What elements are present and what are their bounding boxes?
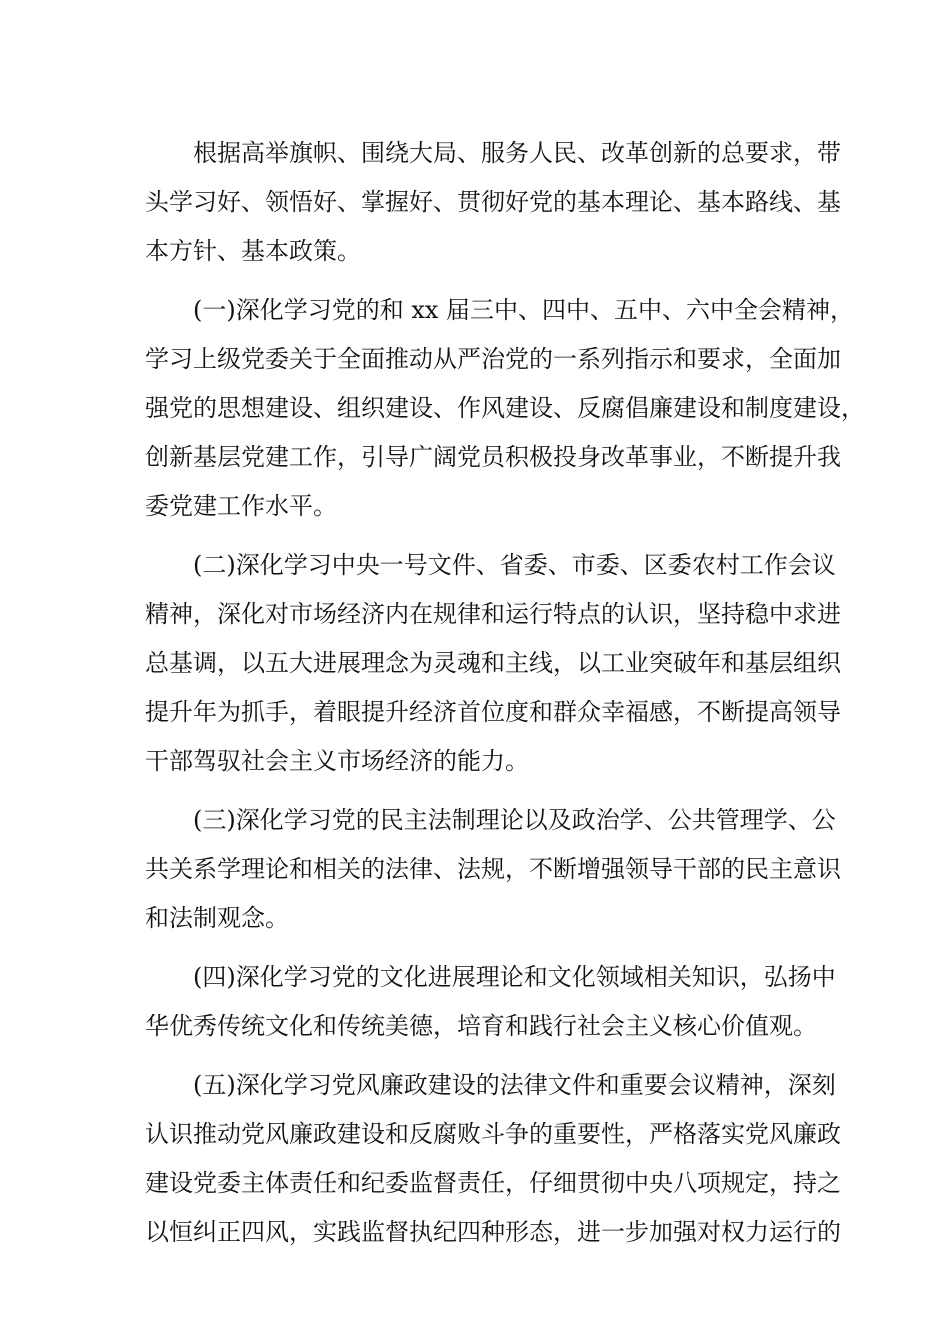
paragraph-item-1 <box>145 286 865 531</box>
text-line: 强党的思想建设、组织建设、作风建设、反腐倡廉建设和制度建设， <box>145 394 865 422</box>
text-line: 建设党委主体责任和纪委监督责任，仔细贯彻中央八项规定，持之 <box>145 1169 841 1197</box>
document-body <box>145 129 865 1267</box>
text-line: 总基调，以五大进展理念为灵魂和主线，以工业突破年和基层组织 <box>145 649 841 677</box>
text-line: (二)深化学习中央一号文件、省委、市委、区委农村工作会议 <box>193 551 836 579</box>
text-line: 干部驾驭社会主义市场经济的能力。 <box>145 747 529 775</box>
text-line: (四)深化学习党的文化进展理论和文化领域相关知识，弘扬中 <box>193 963 836 991</box>
text-line: 创新基层党建工作，引导广阔党员积极投身改革事业，不断提升我 <box>145 443 841 471</box>
paragraph-item-4 <box>145 953 836 1051</box>
text-line: 以恒纠正四风，实践监督执纪四种形态，进一步加强对权力运行的 <box>145 1218 841 1246</box>
text-line: 精神，深化对市场经济内在规律和运行特点的认识，坚持稳中求进 <box>145 600 841 628</box>
text-line: 根据高举旗帜、围绕大局、服务人民、改革创新的总要求，带 <box>193 139 841 167</box>
text-line: (五)深化学习党风廉政建设的法律文件和重要会议精神，深刻 <box>193 1071 836 1099</box>
text-line: 提升年为抓手，着眼提升经济首位度和群众幸福感，不断提高领导 <box>145 698 841 726</box>
paragraph-item-3 <box>145 796 841 943</box>
text-line: (三)深化学习党的民主法制理论以及政治学、公共管理学、公 <box>193 806 836 834</box>
text-line: 认识推动党风廉政建设和反腐败斗争的重要性，严格落实党风廉政 <box>145 1120 841 1148</box>
text-line: 华优秀传统文化和传统美德，培育和践行社会主义核心价值观。 <box>145 1012 817 1040</box>
text-line: 委党建工作水平。 <box>145 492 337 520</box>
text-line: 共关系学理论和相关的法律、法规，不断增强领导干部的民主意识 <box>145 855 841 883</box>
paragraph-item-5 <box>145 1061 841 1257</box>
text-line: 和法制观念。 <box>145 904 289 932</box>
text-line: 头学习好、领悟好、掌握好、贯彻好党的基本理论、基本路线、基 <box>145 188 841 216</box>
text-line: 学习上级党委关于全面推动从严治党的一系列指示和要求，全面加 <box>145 345 841 373</box>
paragraph-intro <box>145 129 841 276</box>
text-line: (一)深化学习党的和 xx 届三中、四中、五中、六中全会精神， <box>193 296 855 324</box>
text-line: 本方针、基本政策。 <box>145 237 361 265</box>
paragraph-item-2 <box>145 541 841 786</box>
